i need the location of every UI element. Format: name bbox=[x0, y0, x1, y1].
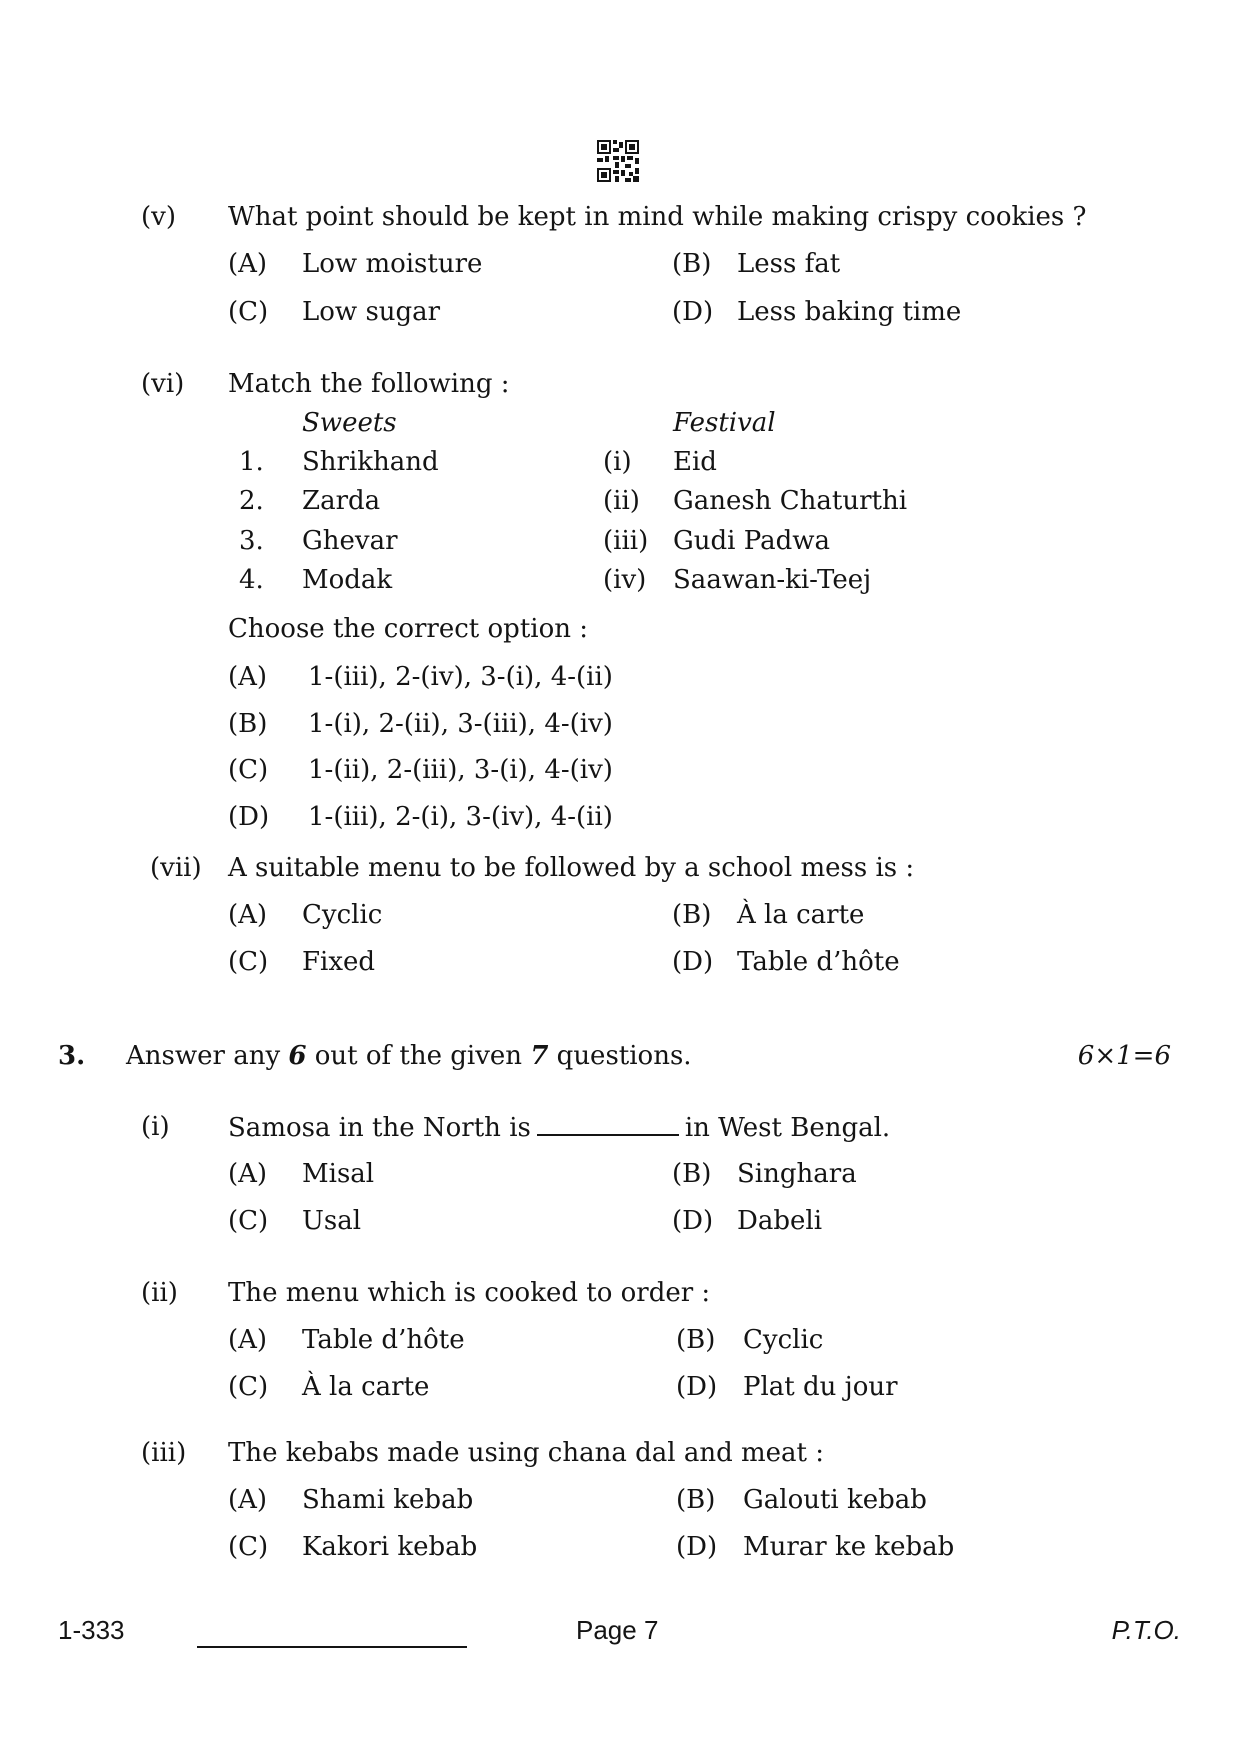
column-header-sweets: Sweets bbox=[302, 408, 397, 438]
paper-code: 1-333 bbox=[58, 1615, 125, 1645]
marks-allocation: 6×1=6 bbox=[1077, 1041, 1171, 1071]
option-text: Galouti kebab bbox=[743, 1485, 927, 1515]
choose-prompt: Choose the correct option : bbox=[228, 614, 589, 644]
question-text: What point should be kept in mind while making crispy cookies ? bbox=[228, 202, 1087, 232]
option-label: (D) bbox=[676, 1532, 718, 1562]
option-label: (A) bbox=[228, 249, 268, 279]
option-label: (A) bbox=[228, 1485, 268, 1515]
question-number-3: 3. bbox=[58, 1041, 86, 1071]
option-text: À la carte bbox=[737, 900, 865, 930]
option-text: À la carte bbox=[302, 1372, 430, 1402]
option-text: Shami kebab bbox=[302, 1485, 474, 1515]
option-text: Table d’hôte bbox=[302, 1325, 465, 1355]
footer-rule bbox=[197, 1646, 467, 1648]
match-row-roman: (iii) bbox=[603, 526, 649, 556]
option-text: Fixed bbox=[302, 947, 376, 977]
option-label: (C) bbox=[228, 1532, 269, 1562]
option-text: Singhara bbox=[737, 1159, 857, 1189]
option-text: Cyclic bbox=[743, 1325, 824, 1355]
option-text: 1-(iii), 2-(i), 3-(iv), 4-(ii) bbox=[308, 802, 613, 832]
match-row-number: 1. bbox=[239, 447, 264, 477]
question-text: Match the following : bbox=[228, 369, 510, 399]
option-text: 1-(i), 2-(ii), 3-(iii), 4-(iv) bbox=[308, 709, 613, 739]
fill-in-blank bbox=[537, 1114, 679, 1136]
option-label: (B) bbox=[672, 249, 712, 279]
option-text: Low sugar bbox=[302, 297, 441, 327]
option-text: 1-(iii), 2-(iv), 3-(i), 4-(ii) bbox=[308, 662, 613, 692]
option-text: Usal bbox=[302, 1206, 362, 1236]
match-row-number: 4. bbox=[239, 565, 264, 595]
option-label: (C) bbox=[228, 1206, 269, 1236]
option-label: (D) bbox=[672, 947, 714, 977]
match-sweet: Zarda bbox=[302, 486, 381, 516]
question-number: (iii) bbox=[141, 1438, 187, 1468]
match-row-roman: (ii) bbox=[603, 486, 640, 516]
section-instruction bbox=[126, 1043, 692, 1069]
question-number: (ii) bbox=[141, 1278, 178, 1308]
option-label: (A) bbox=[228, 1159, 268, 1189]
option-label: (A) bbox=[228, 900, 268, 930]
question-number: (vi) bbox=[141, 369, 185, 399]
option-label: (C) bbox=[228, 1372, 269, 1402]
option-text: Dabeli bbox=[737, 1206, 823, 1236]
option-label: (D) bbox=[228, 802, 270, 832]
match-row-roman: (i) bbox=[603, 447, 632, 477]
option-label: (C) bbox=[228, 755, 269, 785]
match-festival: Eid bbox=[673, 447, 717, 477]
question-number: (v) bbox=[141, 202, 176, 232]
option-label: (A) bbox=[228, 1325, 268, 1355]
match-row-number: 3. bbox=[239, 526, 264, 556]
instruction-total: 7 bbox=[530, 1041, 549, 1071]
option-label: (C) bbox=[228, 297, 269, 327]
option-text: Plat du jour bbox=[743, 1372, 898, 1402]
option-label: (C) bbox=[228, 947, 269, 977]
option-label: (B) bbox=[672, 1159, 712, 1189]
instruction-part: Answer any bbox=[126, 1041, 289, 1071]
match-festival: Gudi Padwa bbox=[673, 526, 830, 556]
option-text: Table d’hôte bbox=[737, 947, 900, 977]
match-sweet: Shrikhand bbox=[302, 447, 439, 477]
option-label: (D) bbox=[672, 1206, 714, 1236]
option-text: Low moisture bbox=[302, 249, 483, 279]
match-row-roman: (iv) bbox=[603, 565, 647, 595]
page-number: Page 7 bbox=[576, 1615, 659, 1645]
question-text: The menu which is cooked to order : bbox=[228, 1278, 711, 1308]
question-text: A suitable menu to be followed by a school mess is : bbox=[228, 853, 915, 883]
option-label: (B) bbox=[228, 709, 268, 739]
instruction-part: out of the given bbox=[306, 1041, 531, 1071]
question-text bbox=[228, 1114, 890, 1141]
option-text: 1-(ii), 2-(iii), 3-(i), 4-(iv) bbox=[308, 755, 613, 785]
option-text: Kakori kebab bbox=[302, 1532, 478, 1562]
option-label: (B) bbox=[676, 1325, 716, 1355]
match-sweet: Modak bbox=[302, 565, 393, 595]
option-text: Less baking time bbox=[737, 297, 962, 327]
option-label: (D) bbox=[676, 1372, 718, 1402]
option-label: (D) bbox=[672, 297, 714, 327]
instruction-count: 6 bbox=[288, 1041, 307, 1071]
question-text-part: Samosa in the North is bbox=[228, 1113, 531, 1143]
match-festival: Saawan-ki-Teej bbox=[673, 565, 872, 595]
option-text: Misal bbox=[302, 1159, 375, 1189]
qr-code-icon bbox=[597, 140, 639, 182]
please-turn-over: P.T.O. bbox=[1111, 1615, 1181, 1645]
match-festival: Ganesh Chaturthi bbox=[673, 486, 908, 516]
question-number: (vii) bbox=[150, 853, 202, 883]
match-sweet: Ghevar bbox=[302, 526, 398, 556]
question-number: (i) bbox=[141, 1112, 170, 1142]
option-label: (B) bbox=[672, 900, 712, 930]
option-label: (A) bbox=[228, 662, 268, 692]
column-header-festival: Festival bbox=[673, 408, 776, 438]
question-text-part: in West Bengal. bbox=[684, 1113, 891, 1143]
match-row-number: 2. bbox=[239, 486, 264, 516]
question-text: The kebabs made using chana dal and meat : bbox=[228, 1438, 824, 1468]
option-text: Less fat bbox=[737, 249, 841, 279]
option-label: (B) bbox=[676, 1485, 716, 1515]
option-text: Murar ke kebab bbox=[743, 1532, 955, 1562]
instruction-part: questions. bbox=[548, 1041, 692, 1071]
option-text: Cyclic bbox=[302, 900, 383, 930]
